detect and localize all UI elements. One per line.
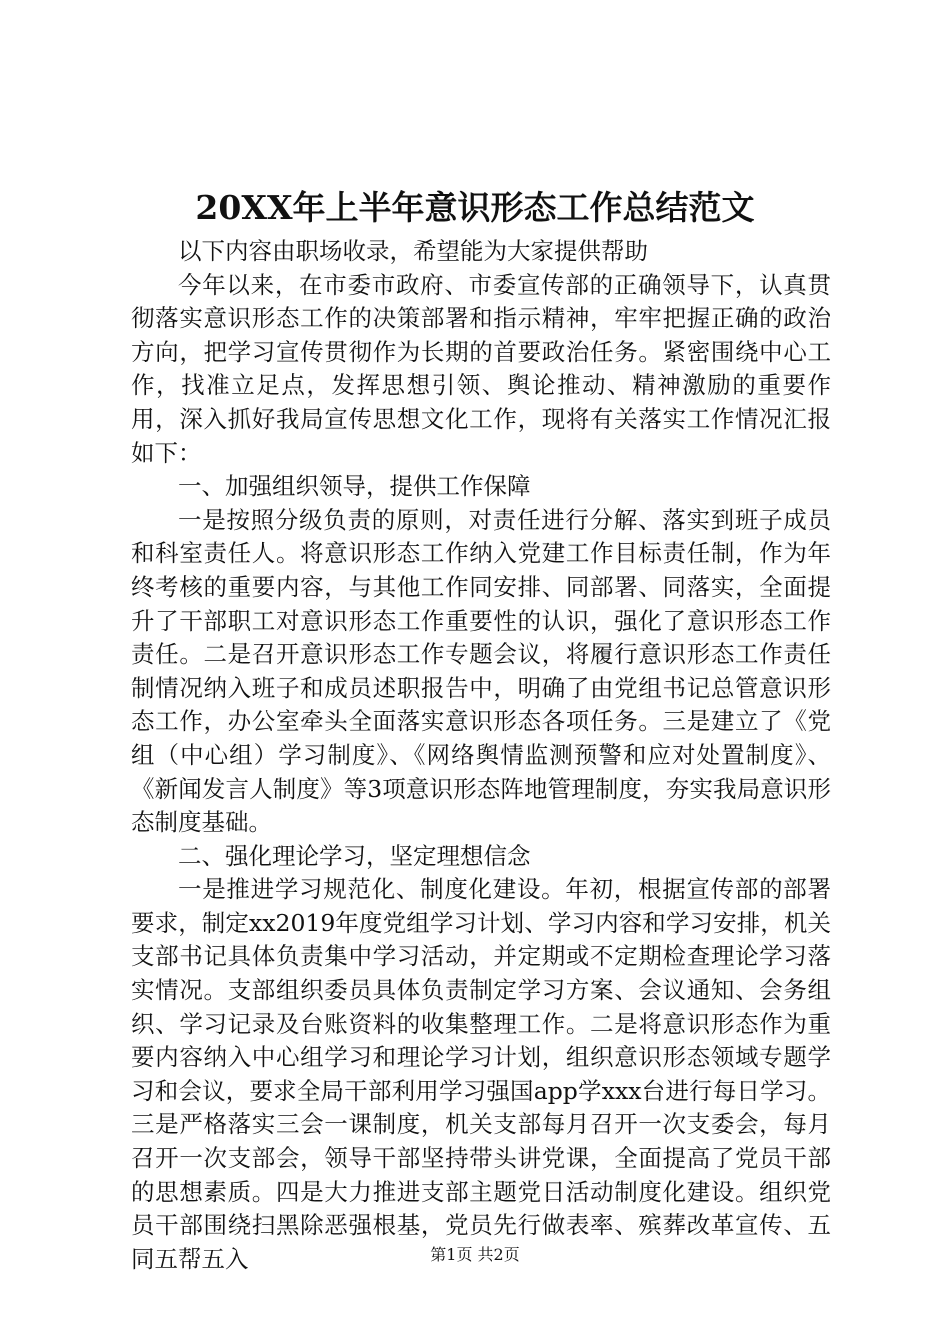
section-1-paragraph: 一是按照分级负责的原则，对责任进行分解、落实到班子成员和科室责任人。将意识形态工作纳入党建工作目标责任制，作为年终考核的重要内容，与其他工作同安排、同部署、同落实，全面提升了干部职工对意识形态工作重要性的认识，强化了意识形态工作责任。二是召开意识形态工作专题会议，将履行意识形态工作责任制情况纳入班子和成员述职报告中，明确了由党组书记总管意识形态工作，办公室牵头全面落实意识形态各项任务。三是建立了《党组（中心组）学习制度》、《网络舆情监测预警和应对处置制度》、《新闻发言人制度》等3项意识形态阵地管理制度，夯实我局意识形态制度基础。: [131, 505, 831, 837]
section-2-paragraph: 一是推进学习规范化、制度化建设。年初，根据宣传部的部署要求，制定xx2019年度党组学习计划、学习内容和学习安排，机关支部书记具体负责集中学习活动，并定期或不定期检查理论学习落实情况。支部组织委员具体负责制定学习方案、会议通知、会务组织、学习记录及台账资料的收集整理工作。二是将意识形态作为重要内容纳入中心组学习和理论学习计划，组织意识形态领域专题学习和会议，要求全局干部利用学习强国app学xxx台进行每日学习。三是严格落实三会一课制度，机关支部每月召开一次支委会，每月召开一次支部会，领导干部坚持带头讲党课，全面提高了党员干部的思想素质。四是大力推进支部主题党日活动制度化建设。组织党员干部围绕扫黑除恶强根基，党员先行做表率、殡葬改革宣传、五同五帮五入: [131, 875, 831, 1273]
opening-paragraph: 今年以来，在市委市政府、市委宣传部的正确领导下，认真贯彻落实意识形态工作的决策部署和指示精神，牢牢把握正确的政治方向，把学习宣传贯彻作为长期的首要政治任务。紧密围绕中心工作，找准立足点，发挥思想引领、舆论推动、精神激励的重要作用，深入抓好我局宣传思想文化工作，现将有关落实工作情况汇报如下：: [131, 270, 831, 467]
intro-note: 以下内容由职场收录，希望能为大家提供帮助: [178, 237, 648, 265]
document-title: 20XX年上半年意识形态工作总结范文: [195, 188, 755, 227]
document-body: [131, 235, 831, 1276]
section-heading-2: 二、强化理论学习，坚定理想信念: [178, 841, 531, 870]
section-heading-1: 一、加强组织领导，提供工作保障: [178, 472, 531, 501]
page-footer: 第1页 共2页: [430, 1245, 520, 1264]
